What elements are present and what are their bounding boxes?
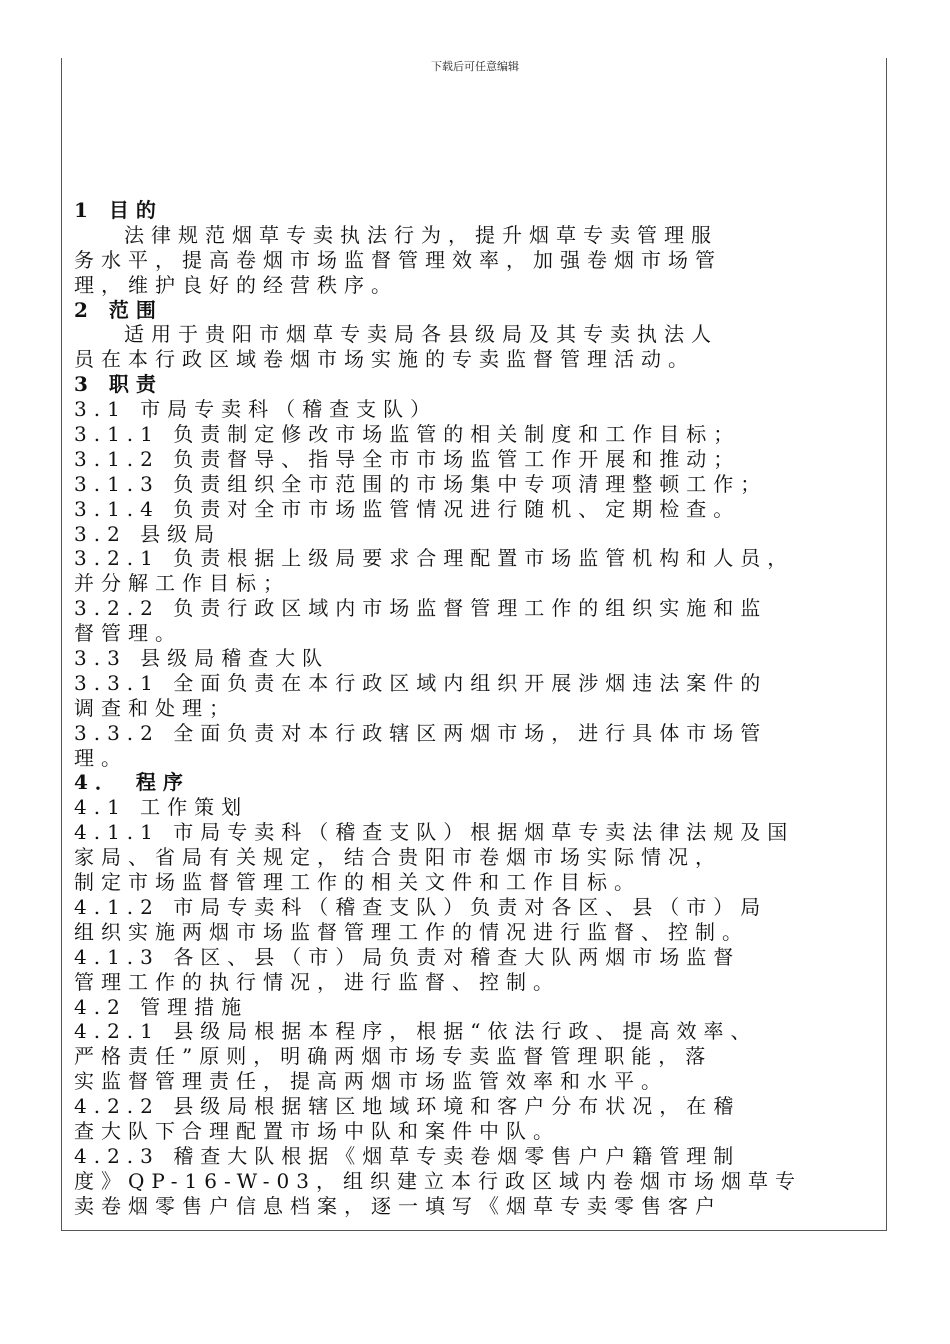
text-line: 管理工作的执行情况，进行监督、控制。 <box>74 969 560 994</box>
document-body <box>74 198 880 1219</box>
text-line: 家局、省局有关规定，结合贵阳市卷烟市场实际情况， <box>74 845 722 870</box>
text-line: 3.1.1 负责制定修改市场监管的相关制度和工作目标； <box>74 422 741 447</box>
text-line: 4.1.2 市局专卖科（稽查支队）负责对各区、县（市）局 <box>74 894 768 919</box>
text-line: 3.3.2 全面负责对本行政辖区两烟市场，进行具体市场管 <box>74 720 768 745</box>
text-line: 理。 <box>74 745 128 770</box>
text-line: 严格责任”原则，明确两烟市场专卖监督管理职能，落 <box>74 1044 713 1069</box>
text-line: 3.2.1 负责根据上级局要求合理配置市场监管机构和人员， <box>74 546 795 571</box>
text-line: 3.2.2 负责行政区域内市场监督管理工作的组织实施和监 <box>74 596 768 621</box>
text-line: 理，维护良好的经营秩序。 <box>74 272 398 297</box>
header-note: 下载后可任意编辑 <box>431 60 519 73</box>
text-line: 组织实施两烟市场监督管理工作的情况进行监督、控制。 <box>74 919 749 944</box>
text-line: 并分解工作目标； <box>74 571 290 596</box>
text-line: 4.1 工作策划 <box>74 795 249 820</box>
text-line: 4.2.1 县级局根据本程序，根据“依法行政、提高效率、 <box>74 1019 758 1044</box>
text-line: 3.1.2 负责督导、指导全市市场监管工作开展和推动； <box>74 446 741 471</box>
text-line: 3.3 县级局稽查大队 <box>74 646 330 671</box>
text-line: 4.2.3 稽查大队根据《烟草专卖卷烟零售户户籍管理制 <box>74 1143 741 1168</box>
text-line: 4.2 管理措施 <box>74 994 249 1019</box>
text-line: 督管理。 <box>74 621 182 646</box>
text-line: 4.2.2 县级局根据辖区地域环境和客户分布状况，在稽 <box>74 1094 741 1119</box>
section-heading: 3 职责 <box>74 372 163 397</box>
section-heading: 2 范围 <box>74 297 163 322</box>
text-line: 3.3.1 全面负责在本行政区域内组织开展涉烟违法案件的 <box>74 670 768 695</box>
text-line: 4.1.3 各区、县（市）局负责对稽查大队两烟市场监督 <box>74 944 741 969</box>
text-line: 法律规范烟草专卖执法行为，提升烟草专卖管理服 <box>124 222 718 247</box>
text-line: 度》QP-16-W-03，组织建立本行政区域内卷烟市场烟草专 <box>74 1168 802 1193</box>
text-line: 卖卷烟零售户信息档案，逐一填写《烟草专卖零售客户 <box>74 1193 722 1218</box>
section-heading: 4． 程序 <box>74 770 190 795</box>
text-line: 制定市场监督管理工作的相关文件和工作目标。 <box>74 870 641 895</box>
text-line: 3.1 市局专卖科（稽查支队） <box>74 397 438 422</box>
text-line: 4.1.1 市局专卖科（稽查支队）根据烟草专卖法律法规及国 <box>74 820 795 845</box>
text-line: 实监督管理责任，提高两烟市场监管效率和水平。 <box>74 1069 668 1094</box>
text-line: 查大队下合理配置市场中队和案件中队。 <box>74 1118 560 1143</box>
section-heading: 1 目的 <box>74 198 163 222</box>
text-line: 3.2 县级局 <box>74 521 222 546</box>
text-line: 员在本行政区域卷烟市场实施的专卖监督管理活动。 <box>74 347 695 372</box>
text-line: 务水平，提高卷烟市场监督管理效率，加强卷烟市场管 <box>74 247 722 272</box>
text-line: 适用于贵阳市烟草专卖局各县级局及其专卖执法人 <box>124 322 718 347</box>
text-line: 调查和处理； <box>74 695 236 720</box>
text-line: 3.1.4 负责对全市市场监管情况进行随机、定期检查。 <box>74 496 741 521</box>
text-line: 3.1.3 负责组织全市范围的市场集中专项清理整顿工作； <box>74 471 768 496</box>
